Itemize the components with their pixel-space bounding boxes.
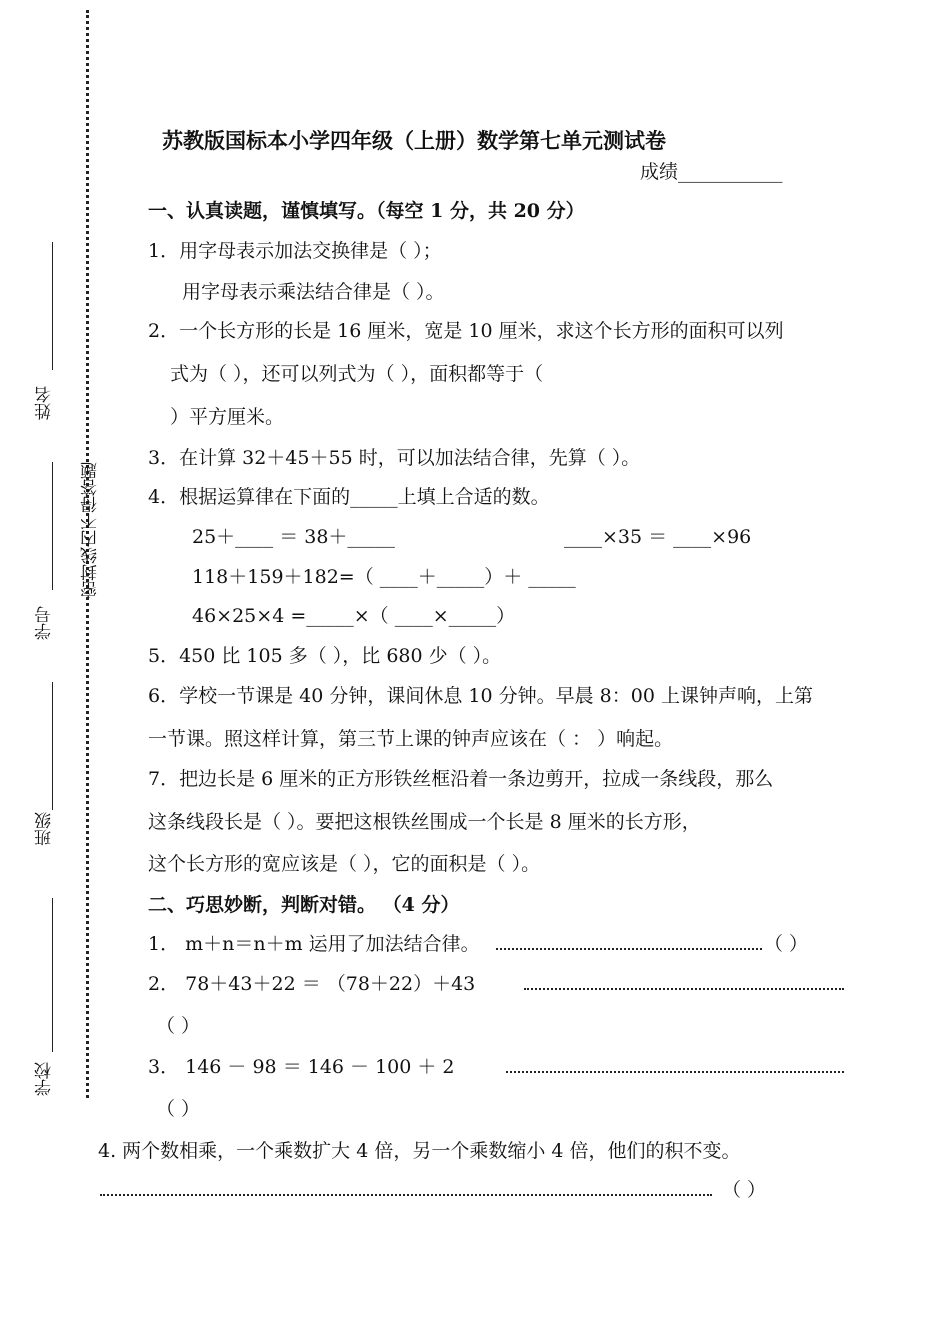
judge-2: 2． 78＋43＋22 ＝ （78＋22）＋43: [148, 973, 476, 995]
judge-4-leader: [100, 1182, 712, 1196]
section1-heading: 一、认真读题，谨慎填写。（每空 1 分，共 20 分）: [148, 200, 585, 222]
question-5: 5．450 比 105 多（ ），比 680 少（ ）。: [148, 645, 502, 667]
judge-1-answer[interactable]: （ ）: [764, 933, 809, 955]
question-1a: 1．用字母表示加法交换律是（ ）；: [148, 240, 442, 262]
question-4-row1-left: 25＋____ ＝ 38＋_____: [192, 526, 395, 548]
question-4-row3: 46×25×4 =_____×（ ____×_____）: [192, 605, 516, 627]
judge-3: 3． 146 － 98 ＝ 146 － 100 ＋ 2: [148, 1056, 455, 1078]
question-2a: 2．一个长方形的长是 16 厘米，宽是 10 厘米，求这个长方形的面积可以列: [148, 320, 784, 342]
judge-1: 1． m＋n＝n＋m 运用了加法结合律。: [148, 933, 480, 955]
question-2c: ）平方厘米。: [170, 406, 285, 428]
question-7b: 这条线段长是（ ）。要把这根铁丝围成一个长是 8 厘米的长方形，: [148, 811, 701, 833]
student-no-line: [52, 462, 53, 590]
judge-2-answer[interactable]: （ ）: [156, 1015, 201, 1037]
class-label: 班级: [35, 812, 55, 846]
seal-text: 密封线内不得答题: [81, 462, 101, 598]
student-no-label: 学号: [35, 606, 55, 640]
judge-2-leader: [524, 976, 844, 990]
question-4: 4．根据运算律在下面的_____上填上合适的数。: [148, 486, 550, 508]
question-4-row1-right: ____×35 ＝ ____×96: [564, 526, 752, 548]
question-7a: 7．把边长是 6 厘米的正方形铁丝框沿着一条边剪开，拉成一条线段，那么: [148, 768, 774, 790]
judge-4: 4. 两个数相乘，一个乘数扩大 4 倍，另一个乘数缩小 4 倍，他们的积不变。: [98, 1140, 741, 1162]
question-6a: 6．学校一节课是 40 分钟，课间休息 10 分钟。早晨 8：00 上课钟声响，上第: [148, 685, 813, 707]
judge-3-leader: [506, 1059, 844, 1073]
school-label: 学校: [35, 1062, 55, 1096]
question-3: 3．在计算 32＋45＋55 时，可以加法结合律，先算（ ）。: [148, 447, 641, 469]
name-label: 姓名: [35, 386, 55, 420]
class-line: [52, 682, 53, 810]
section2-heading: 二、巧思妙断，判断对错。 （4 分）: [148, 894, 460, 916]
school-line: [52, 898, 53, 1052]
judge-1-leader: [496, 936, 762, 950]
question-7c: 这个长方形的宽应该是（ ），它的面积是（ ）。: [148, 853, 541, 875]
question-6b: 一节课。照这样计算，第三节上课的钟声应该在（ ： ）响起。: [148, 728, 674, 750]
question-1b: 用字母表示乘法结合律是（ ）。: [182, 281, 445, 303]
judge-3-answer[interactable]: （ ）: [156, 1098, 201, 1120]
question-4-row2: 118＋159＋182=（ ____＋_____）＋ _____: [192, 566, 576, 588]
judge-4-answer[interactable]: （ ）: [722, 1179, 767, 1201]
question-2b: 式为（ ），还可以列式为（ ），面积都等于（: [170, 363, 544, 385]
score-field: 成绩___________: [640, 161, 783, 183]
page-title: 苏教版国标本小学四年级（上册）数学第七单元测试卷: [162, 128, 666, 153]
name-line: [52, 242, 53, 370]
